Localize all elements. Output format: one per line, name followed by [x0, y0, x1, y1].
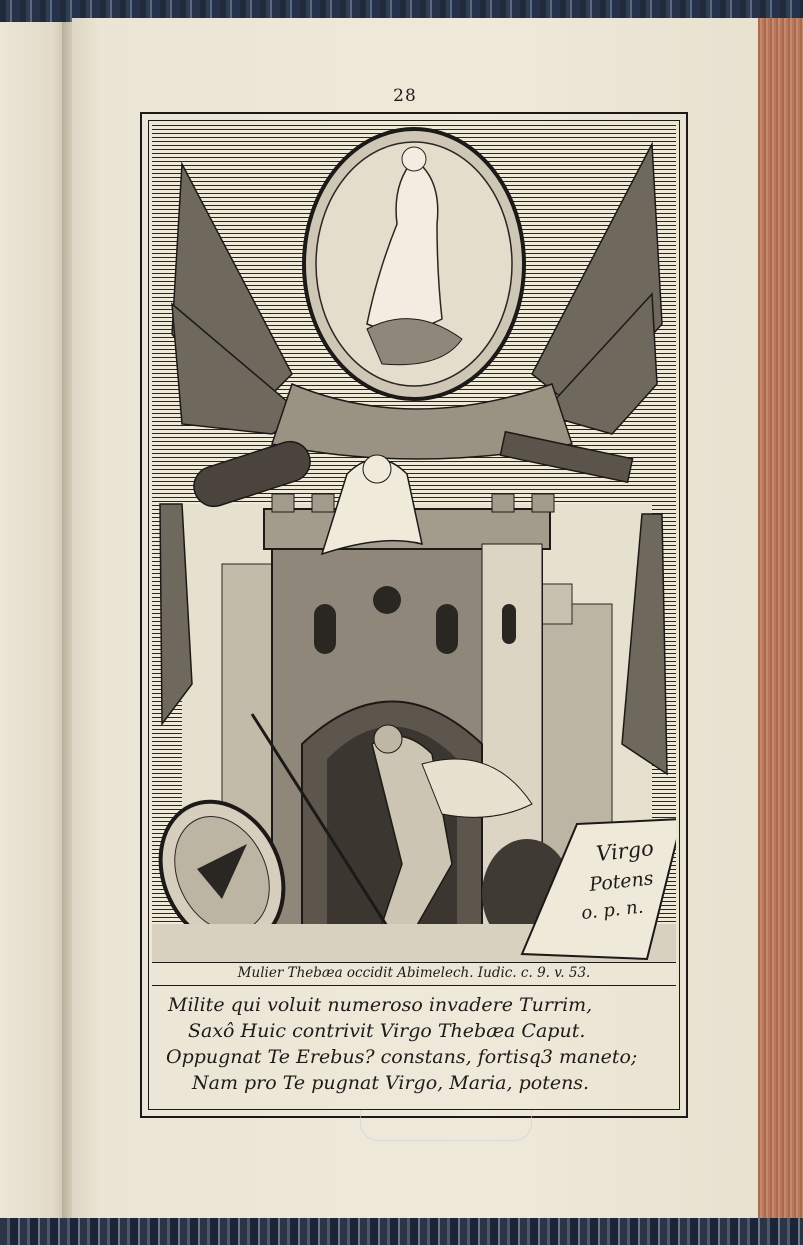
verse-line-1: Milite qui voluit numeroso invadere Turrim,: [168, 994, 593, 1016]
verse-line-4: Nam pro Te pugnat Virgo, Maria, potens.: [192, 1072, 590, 1094]
verse-line-3: Oppugnat Te Erebus? constans, fortisq3 maneto;: [166, 1046, 638, 1068]
engraving-illustration: [152, 124, 676, 962]
page-fore-edge: [758, 18, 803, 1222]
tablet-line-2: Potens: [588, 867, 655, 896]
left-page: [0, 22, 66, 1220]
book-bottom-edge: [0, 1218, 803, 1245]
verse-block: [160, 992, 672, 1104]
tablet-line-1: Virgo: [595, 836, 655, 866]
virgin-medallion: [304, 129, 524, 399]
page-number: 28: [393, 86, 417, 106]
tablet-line-3: o. p. n.: [580, 896, 645, 924]
verse-line-2: Saxô Huic contrivit Virgo Thebæa Caput.: [188, 1020, 586, 1042]
engraving-caption: Mulier Thebæa occidit Abimelech. Iudic. c. 9. v. 53.: [152, 962, 676, 986]
woman-on-tower: [322, 455, 422, 554]
library-stamp: [360, 1110, 532, 1141]
